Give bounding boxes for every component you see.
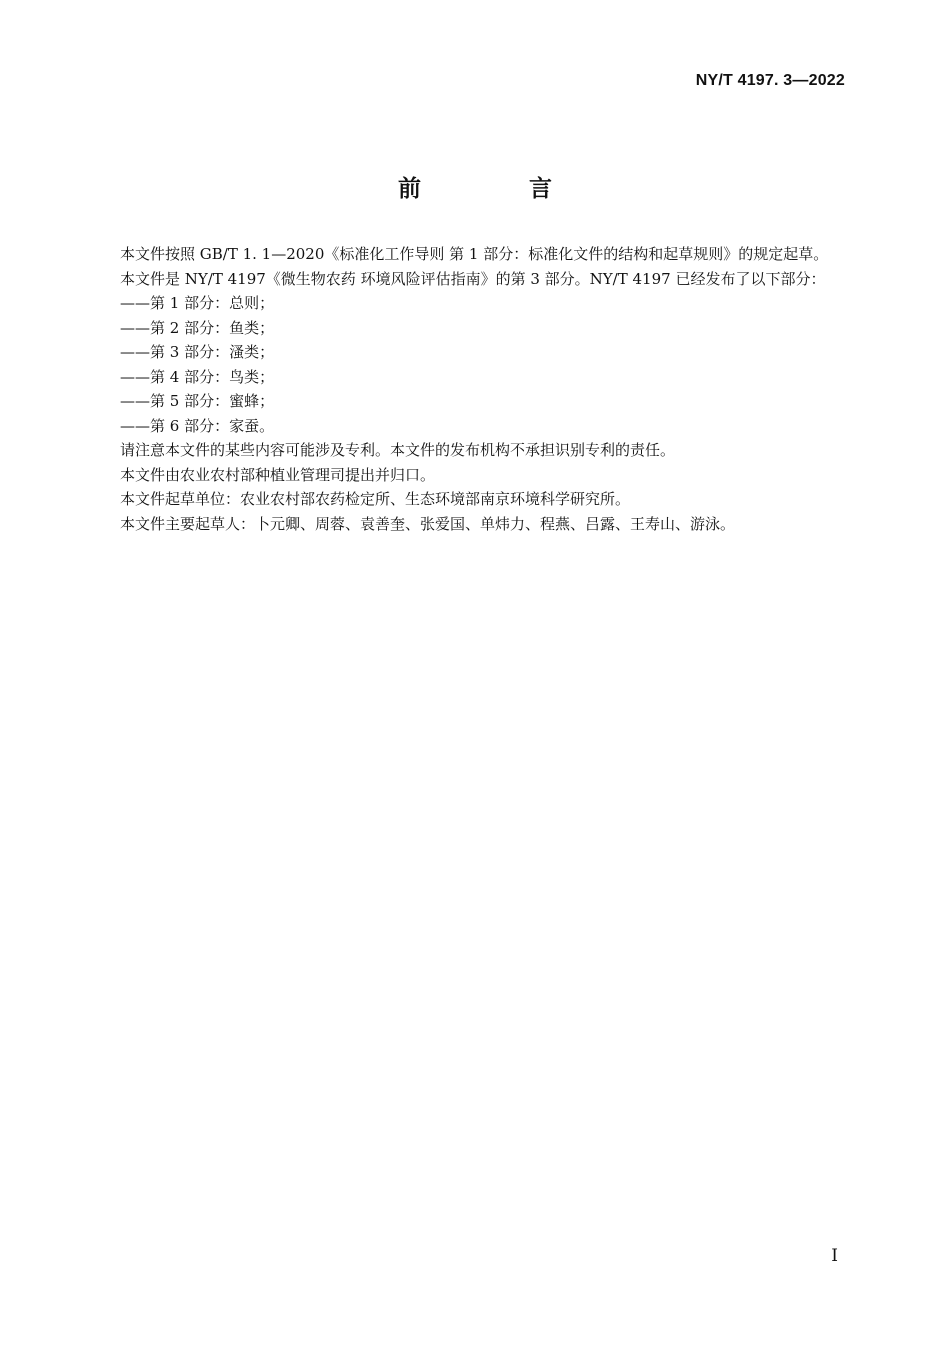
list-item: ——第 5 部分：蜜蜂； [120, 392, 275, 410]
paragraph-drafters: 本文件主要起草人：卜元卿、周蓉、袁善奎、张爱国、单炜力、程燕、吕露、王寿山、游泳。 [120, 514, 736, 533]
paragraph-patent-notice: 请注意本文件的某些内容可能涉及专利。本文件的发布机构不承担识别专利的责任。 [120, 441, 676, 459]
paragraph-drafting-rules: 本文件按照 GB/T 1. 1—2020《标准化工作导则 第 1 部分：标准化文件的结构和起草规则》的规定起草。 [120, 245, 829, 263]
paragraph-series-intro: 本文件是 NY/T 4197《微生物农药 环境风险评估指南》的第 3 部分。NY/T 4197 已经发布了以下部分： [120, 269, 826, 288]
page-title: 前 言 [397, 176, 602, 202]
paragraph-drafting-units: 本文件起草单位：农业农村部农药检定所、生态环境部南京环境科学研究所。 [120, 490, 631, 508]
list-item: ——第 1 部分：总则； [120, 294, 275, 312]
document-code: NY/T 4197. 3—2022 [695, 72, 845, 89]
foreword-body [90, 242, 850, 536]
list-item: ——第 2 部分：鱼类； [120, 318, 275, 337]
list-item: ——第 3 部分：溞类； [120, 343, 275, 361]
page-number: I [831, 1246, 838, 1266]
paragraph-proposer: 本文件由农业农村部种植业管理司提出并归口。 [120, 465, 436, 484]
list-item: ——第 4 部分：鸟类； [120, 367, 275, 386]
list-item: ——第 6 部分：家蚕。 [120, 416, 275, 435]
